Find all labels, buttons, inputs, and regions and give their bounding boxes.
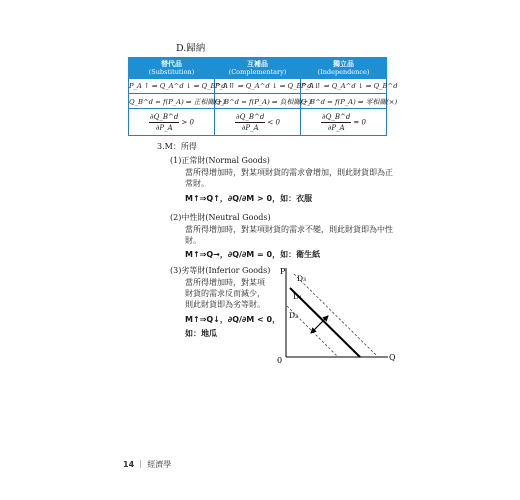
table-row [129, 109, 387, 136]
header-substitution: 替代品 (Substitution) [129, 58, 215, 79]
header-independence: 獨立品 (Independence) [301, 58, 387, 79]
inferior-goods-title: (3)劣等財(Inferior Goods) [170, 266, 271, 275]
demand-shift-diagram [270, 262, 400, 367]
neutral-goods-desc-line1: 當所得增加時，對某項財貨的需求不變，則此財貨即為中性 [185, 225, 393, 234]
page-number: 14 [123, 460, 135, 469]
neutral-goods-desc-line2: 財。 [185, 236, 201, 245]
header-complementary: 互補品 (Complementary) [215, 58, 301, 79]
d1-label: D₁ [293, 292, 303, 301]
page-footer [123, 459, 171, 470]
inferior-goods-desc-line1: 當所得增加時，對某項 [185, 278, 265, 287]
cell-comp-derivative: $\frac{\partial Q\_B\^{}d}{\partial P\_A}$ < 0 [215, 109, 301, 136]
table-header-row [129, 58, 387, 79]
y-axis-label: P [280, 267, 286, 276]
x-axis-label: Q [389, 353, 396, 362]
cell-sub-row2: Q_B^d = f(P_A) ⇒ 正相關(+) [129, 94, 215, 109]
cell-ind-derivative: $\frac{\partial Q\_B\^{}d}{\partial P\_A}$ = 0 [301, 109, 387, 136]
cell-sub-row1: P_A ↑ ⇒ Q_A^d ↓ ⇒ Q_B^d ↑ [129, 79, 215, 94]
table-row [129, 94, 387, 109]
section-3-heading: 3.M：所得 [157, 142, 197, 151]
origin-label: 0 [277, 356, 283, 365]
cell-sub-derivative: $\frac{\partial Q\_B\^{}d}{\partial P\_A}$ > 0 [129, 109, 215, 136]
normal-goods-title: (1)正常財(Normal Goods) [170, 156, 270, 165]
normal-goods-desc-line1: 當所得增加時，對某項財貨的需求會增加，則此財貨即為正 [185, 168, 393, 177]
cell-comp-row2: Q_B^d = f(P_A) ⇒ 負相關(−) [215, 94, 301, 109]
inferior-goods-desc-line3: 則此財貨即為劣等財。 [185, 300, 265, 309]
cell-ind-row2: Q_B^d = f(P_A) ⇒ 零相關(×) [301, 94, 387, 109]
demand-curve-d3 [294, 274, 378, 357]
shift-arrow-down [311, 316, 328, 333]
neutral-goods-formula: M↑⇒Q→，∂Q/∂M = 0，如：衛生紙 [185, 250, 321, 259]
section-d-heading: D.歸納 [176, 43, 206, 54]
d3-label: D₃ [297, 274, 307, 283]
neutral-goods-title: (2)中性財(Neutral Goods) [170, 213, 271, 222]
normal-goods-desc-line2: 常財。 [185, 179, 209, 188]
inferior-goods-example: 如：地瓜 [185, 329, 217, 338]
normal-goods-formula: M↑⇒Q↑，∂Q/∂M > 0，如：衣服 [185, 194, 313, 203]
goods-summary-table [128, 57, 398, 136]
table-row [129, 79, 387, 94]
d2-label: D₂ [289, 311, 299, 320]
cell-ind-row1: P_A ↑ ⇒ Q_A^d ↓ ⇒ Q_B^d [301, 79, 387, 94]
inferior-goods-desc-line2: 財貨的需求反而減少， [185, 289, 265, 298]
footer-separator: ｜ [136, 460, 148, 469]
cell-comp-row1: P_A ↑ ⇒ Q_A^d ↓ ⇒ Q_B^d ↓ [215, 79, 301, 94]
book-title: 經濟學 [147, 460, 172, 469]
inferior-goods-formula: M↑⇒Q↓，∂Q/∂M < 0， [185, 315, 281, 324]
